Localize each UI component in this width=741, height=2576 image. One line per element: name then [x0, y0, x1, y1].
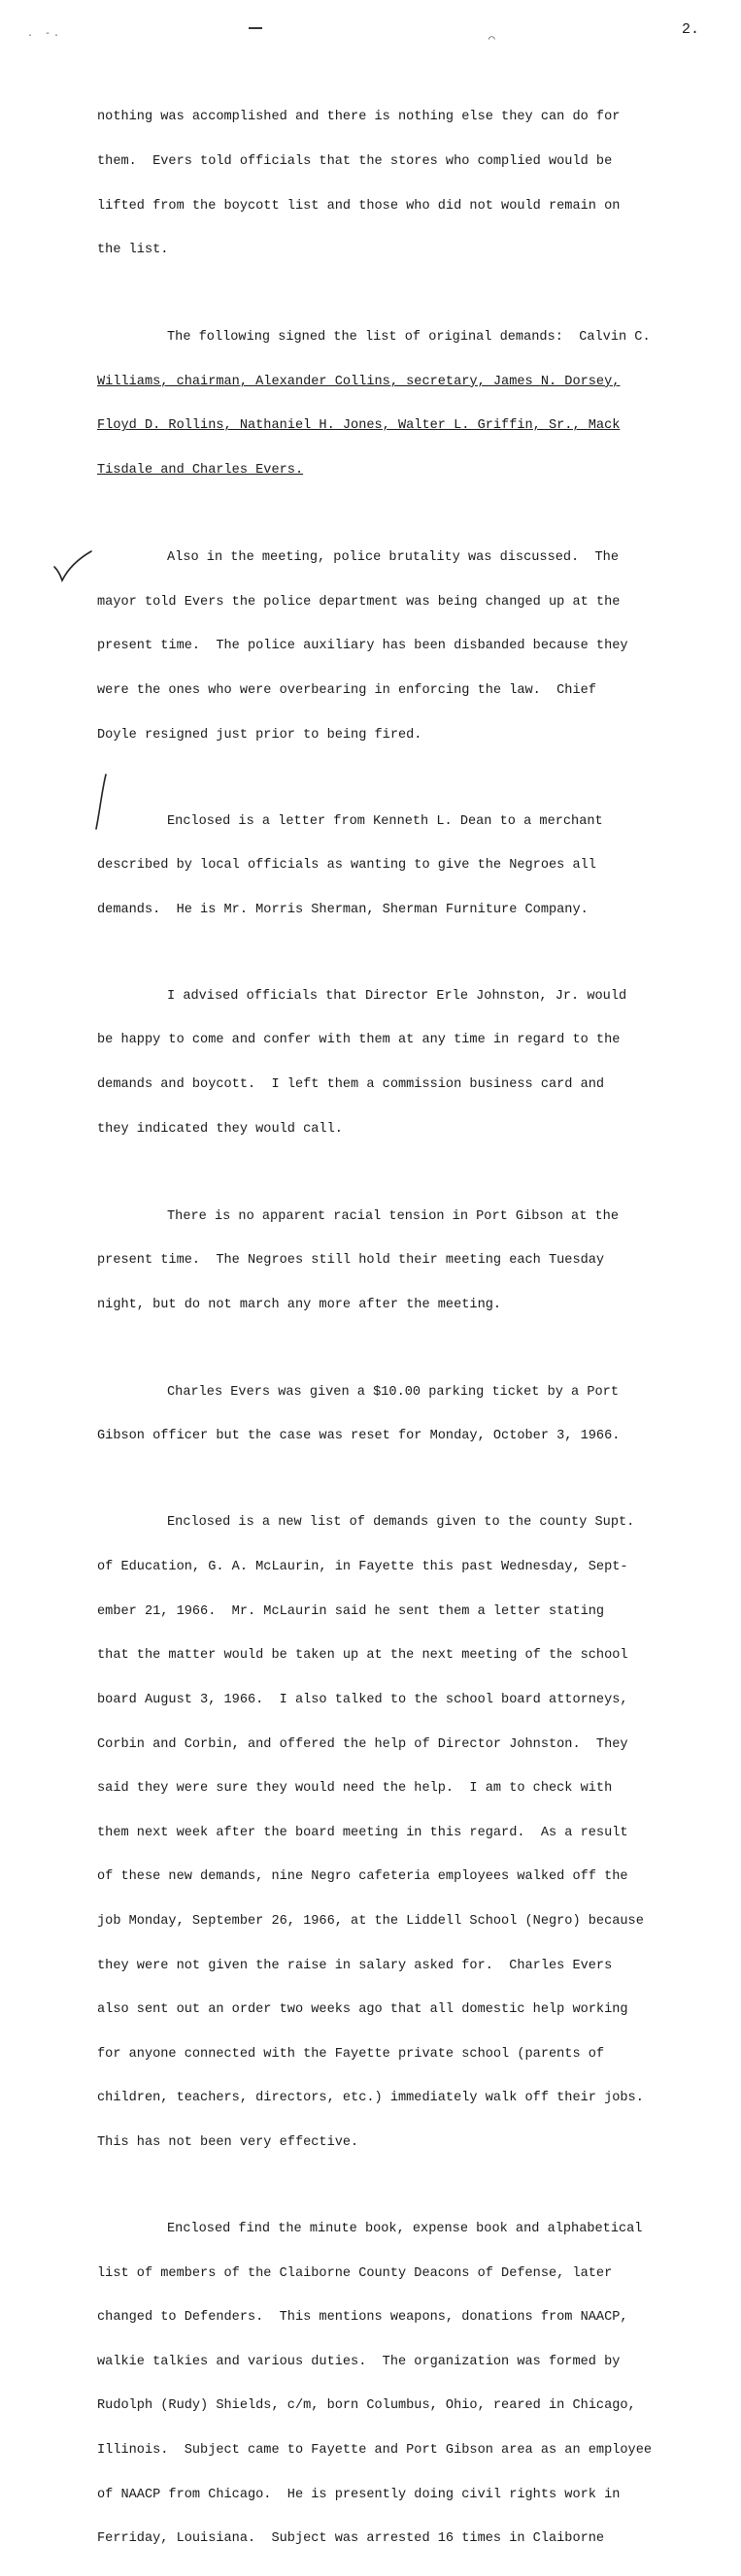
text-line: demands and boycott. I left them a commission business card and: [97, 1077, 605, 1092]
text-line: Gibson officer but the case was reset for Monday, October 3, 1966.: [97, 1429, 621, 1444]
text-line: Charles Evers was given a $10.00 parking ticket by a Port: [167, 1384, 619, 1400]
page-number: 2.: [682, 21, 700, 38]
text-line: job Monday, September 26, 1966, at the Liddell School (Negro) because: [97, 1913, 644, 1929]
text-line: for anyone connected with the Fayette private school (parents of: [97, 2046, 605, 2062]
paragraph-3: [97, 521, 719, 772]
paragraph-4: [97, 784, 719, 946]
text-line: of Education, G. A. McLaurin, in Fayette this past Wednesday, Sept-: [97, 1560, 628, 1575]
text-line: nothing was accomplished and there is nothing else they can do for: [97, 110, 621, 125]
handwritten-check-mark: [52, 549, 95, 584]
text-line: they were not given the raise in salary asked for. Charles Evers: [97, 1958, 613, 1973]
paragraph-7: [97, 1355, 719, 1473]
text-line: Williams, chairman, Alexander Collins, secretary, James N. Dorsey,: [97, 374, 621, 389]
text-line: Corbin and Corbin, and offered the help of Director Johnston. They: [97, 1736, 628, 1752]
paragraph-9: [97, 2193, 719, 2576]
text-line: them. Evers told officials that the stores who complied would be: [97, 154, 613, 170]
text-line: mayor told Evers the police department was being changed up at the: [97, 594, 621, 610]
paragraph-1: [97, 81, 719, 287]
text-line: Tisdale and Charles Evers.: [97, 463, 304, 479]
text-line: Illinois. Subject came to Fayette and Port Gibson area as an employee: [97, 2443, 653, 2459]
text-line: lifted from the boycott list and those who did not would remain on: [97, 198, 621, 214]
document-body: [97, 81, 719, 2576]
text-line: described by local officials as wanting to give the Negroes all: [97, 858, 596, 874]
text-line: Enclosed find the minute book, expense book and alphabetical: [167, 2222, 643, 2237]
text-line: be happy to come and confer with them at any time in regard to the: [97, 1033, 621, 1048]
scan-specks: . -.: [27, 29, 63, 40]
text-line: board August 3, 1966. I also talked to the school board attorneys,: [97, 1692, 628, 1707]
text-line: Enclosed is a letter from Kenneth L. Dean to a merchant: [167, 813, 603, 829]
text-line: Also in the meeting, police brutality was discussed. The: [167, 550, 619, 566]
text-line: present time. The police auxiliary has been disbanded because they: [97, 639, 628, 654]
text-line: changed to Defenders. This mentions weapons, donations from NAACP,: [97, 2310, 628, 2326]
scan-mark: [249, 27, 262, 29]
text-line: Rudolph (Rudy) Shields, c/m, born Columbus, Ohio, reared in Chicago,: [97, 2398, 636, 2414]
text-line: present time. The Negroes still hold their meeting each Tuesday: [97, 1253, 605, 1269]
text-line: demands. He is Mr. Morris Sherman, Sherman Furniture Company.: [97, 902, 589, 917]
text-line: This has not been very effective.: [97, 2135, 359, 2151]
paragraph-6: [97, 1179, 719, 1341]
text-line: that the matter would be taken up at the next meeting of the school: [97, 1648, 628, 1664]
text-line: There is no apparent racial tension in Port Gibson at the: [167, 1208, 619, 1224]
text-line: of NAACP from Chicago. He is presently doing civil rights work in: [97, 2487, 621, 2502]
text-line: also sent out an order two weeks ago that all domestic help working: [97, 2002, 628, 2018]
text-line: Doyle resigned just prior to being fired.: [97, 727, 422, 743]
paragraph-2: [97, 301, 719, 508]
paragraph-8: [97, 1486, 719, 2180]
text-line: I advised officials that Director Erle Johnston, Jr. would: [167, 988, 627, 1004]
text-line: they indicated they would call.: [97, 1121, 343, 1137]
text-line: ember 21, 1966. Mr. McLaurin said he sent them a letter stating: [97, 1603, 605, 1619]
text-line: list of members of the Claiborne County Deacons of Defense, later: [97, 2265, 613, 2281]
text-line: Floyd D. Rollins, Nathaniel H. Jones, Walter L. Griffin, Sr., Mack: [97, 418, 621, 434]
text-line: the list.: [97, 243, 169, 258]
text-line: walkie talkies and various duties. The organization was formed by: [97, 2354, 621, 2369]
text-line: Ferriday, Louisiana. Subject was arrested 16 times in Claiborne: [97, 2531, 605, 2547]
text-line: night, but do not march any more after the meeting.: [97, 1297, 502, 1312]
text-line: children, teachers, directors, etc.) immediately walk off their jobs.: [97, 2091, 644, 2106]
text-line: of these new demands, nine Negro cafeteria employees walked off the: [97, 1869, 628, 1885]
text-line: said they were sure they would need the help. I am to check with: [97, 1781, 613, 1797]
text-line: The following signed the list of original demands: Calvin C.: [167, 330, 651, 346]
text-line: them next week after the board meeting in this regard. As a result: [97, 1825, 628, 1840]
scan-mark-2: ⌒: [488, 34, 495, 46]
text-line: were the ones who were overbearing in enforcing the law. Chief: [97, 682, 596, 698]
paragraph-5: [97, 959, 719, 1166]
text-line: Enclosed is a new list of demands given to the county Supt.: [167, 1515, 635, 1531]
